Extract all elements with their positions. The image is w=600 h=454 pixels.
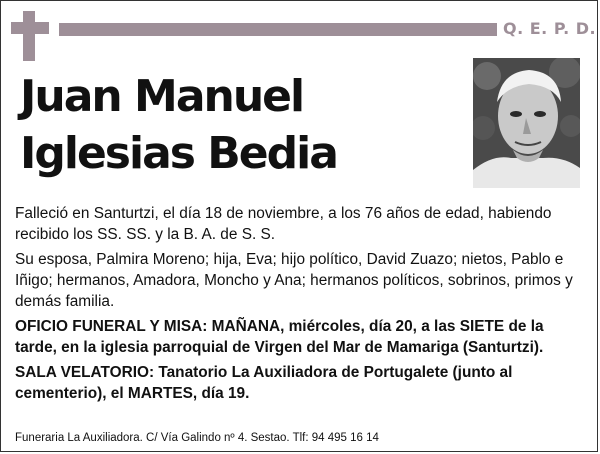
deceased-name: [20, 68, 460, 182]
death-notice-paragraph: Falleció en Santurtzi, el día 18 de noviembre, a los 76 años de edad, habiendo recibido los SS. SS. y la B. A. de S. S.: [15, 205, 552, 243]
family-paragraph: Su esposa, Palmira Moreno; hija, Eva; hijo político, David Zuazo; nietos, Pablo e Iñigo; hermanos, Amadora, Moncho y Ana; hermanos políticos, sobrinos, primos y demás familia.: [15, 251, 573, 310]
name-line-1: Juan Manuel: [20, 71, 304, 122]
funeral-home-footer: Funeraria La Auxiliadora. C/ Vía Galindo nº 4. Sestao. Tlf: 94 495 16 14: [15, 432, 379, 444]
header-rule: [59, 23, 497, 36]
wake-room-paragraph: SALA VELATORIO: Tanatorio La Auxiliadora de Portugalete (junto al cementerio), el MARTES, día 19.: [15, 364, 513, 402]
portrait-photo: [473, 58, 580, 188]
latin-cross-icon: [23, 11, 35, 61]
obituary-body: [15, 203, 587, 408]
qepd-label: Q. E. P. D.: [503, 19, 597, 38]
name-line-2: Iglesias Bedia: [20, 128, 337, 179]
latin-cross-icon-bar: [11, 22, 49, 34]
funeral-mass-paragraph: OFICIO FUNERAL Y MISA: MAÑANA, miércoles, día 20, a las SIETE de la tarde, en la iglesia parroquial de Virgen del Mar de Mamariga (Santurtzi).: [15, 318, 544, 356]
portrait-image: [473, 58, 580, 188]
